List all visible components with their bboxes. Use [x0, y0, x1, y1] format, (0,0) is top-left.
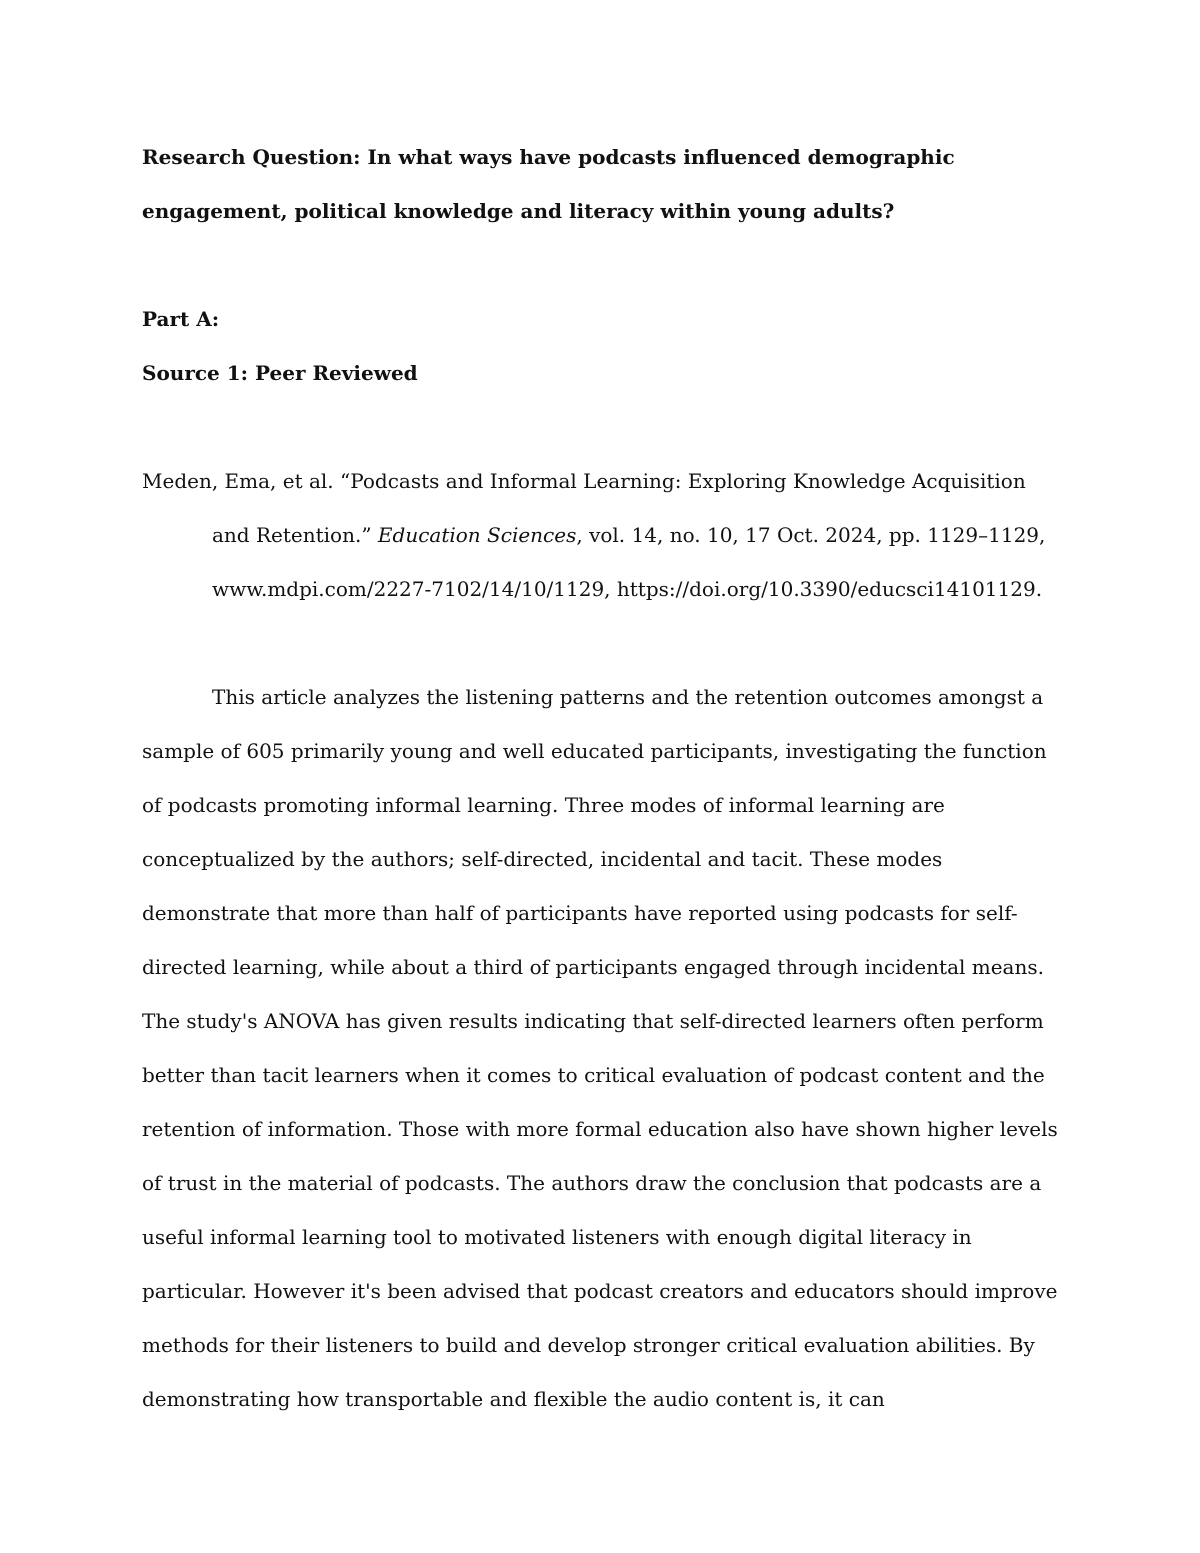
summary-paragraph: This article analyzes the listening patterns and the retention outcomes amongst a sample of 605 primarily young and well educated participants, investigating the function of podcasts promoting informal learning. Three modes of informal learning are conceptualized by the authors; self-directed, incidental and tacit. These modes demonstrate that more than half of participants have reported using podcasts for self-directed learning, while about a third of participants engaged through incidental means. The study's ANOVA has given results indicating that self-directed learners often perform better than tacit learners when it comes to critical evaluation of podcast content and the retention of information. Those with more formal education also have shown higher levels of trust in the material of podcasts. The authors draw the conclusion that podcasts are a useful informal learning tool to motivated listeners with enough digital literacy in particular. However it's been advised that podcast creators and educators should improve methods for their listeners to build and develop stronger critical evaluation abilities. By demonstrating how transportable and flexible the audio content is, it can [142, 685, 1058, 1411]
citation-journal: Education Sciences [377, 523, 577, 547]
part-heading: Part A: [142, 307, 220, 331]
spacer [142, 400, 1062, 454]
source-heading: Source 1: Peer Reviewed [142, 361, 418, 385]
spacer [142, 616, 1062, 670]
citation-details: , vol. 14, no. 10, 17 Oct. 2024, pp. 1129–1129, www.mdpi.com/2227-7102/14/10/1129, https://doi.org/10.3390/educsci14101129. [212, 523, 1046, 601]
citation-entry [142, 454, 1062, 616]
document-content [142, 130, 1062, 1426]
research-question: Research Question: In what ways have podcasts influenced demographic engagement, political knowledge and literacy within young adults? [142, 145, 955, 223]
citation-authors-title: Meden, Ema, et al. “Podcasts and Informal Learning: Exploring Knowledge Acquisition and Retention.” [142, 469, 1026, 547]
spacer [142, 238, 1062, 292]
